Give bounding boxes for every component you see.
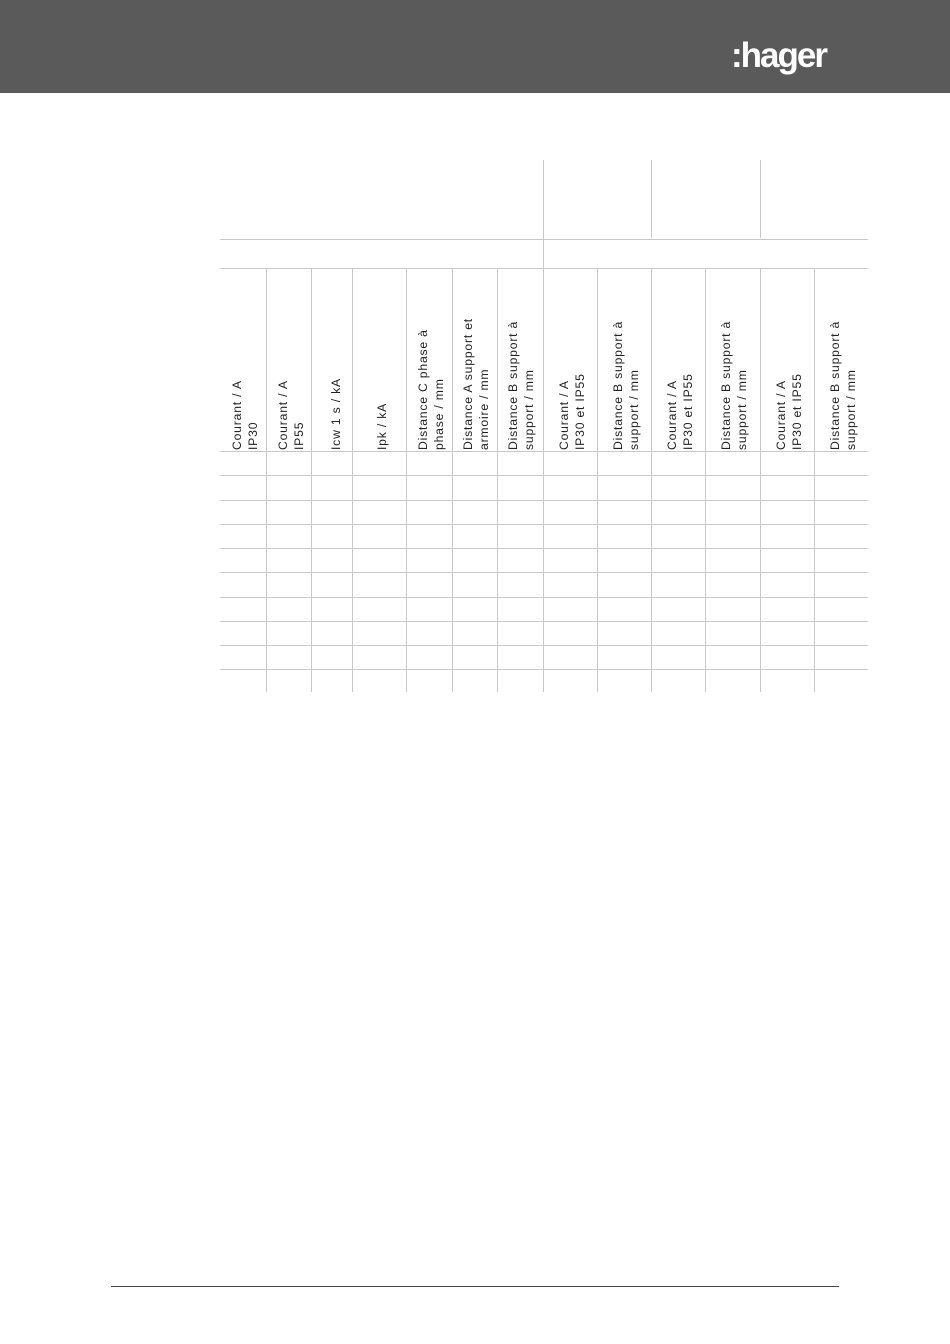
column-header [460, 269, 497, 450]
column-header [415, 269, 452, 450]
column-header [229, 269, 266, 450]
column-header-label: Distance C phase à phase / mm [416, 329, 446, 450]
logo-text: :hager [731, 36, 826, 75]
column-header-label: Courant / A IP30 et IP55 [774, 373, 804, 450]
column-header [610, 269, 651, 450]
column-header [275, 269, 311, 450]
column-header [773, 269, 814, 450]
column-header [374, 269, 406, 450]
column-header-label: Icw 1 s / kA [329, 378, 343, 450]
column-header [718, 269, 760, 450]
column-header-label: Courant / A IP30 et IP55 [557, 373, 587, 450]
column-header-label: Courant / A IP30 [230, 380, 260, 450]
column-header-label: Distance B support à support / mm [719, 320, 749, 450]
column-header-label: Ipk / kA [375, 402, 389, 450]
column-header [556, 269, 597, 450]
column-header-label: Distance B support à support / mm [506, 320, 536, 450]
column-header-label: Courant / A IP30 et IP55 [665, 373, 695, 450]
column-header-label: Courant / A IP55 [276, 380, 306, 450]
footer-rule [111, 1286, 839, 1287]
column-header-label: Distance B support à support / mm [828, 320, 858, 450]
column-header [328, 269, 352, 450]
column-header [505, 269, 543, 450]
column-header-label: Distance B support à support / mm [611, 320, 641, 450]
column-header [827, 269, 868, 450]
column-header-label: Distance A support et armoire / mm [461, 318, 491, 450]
column-header [664, 269, 705, 450]
